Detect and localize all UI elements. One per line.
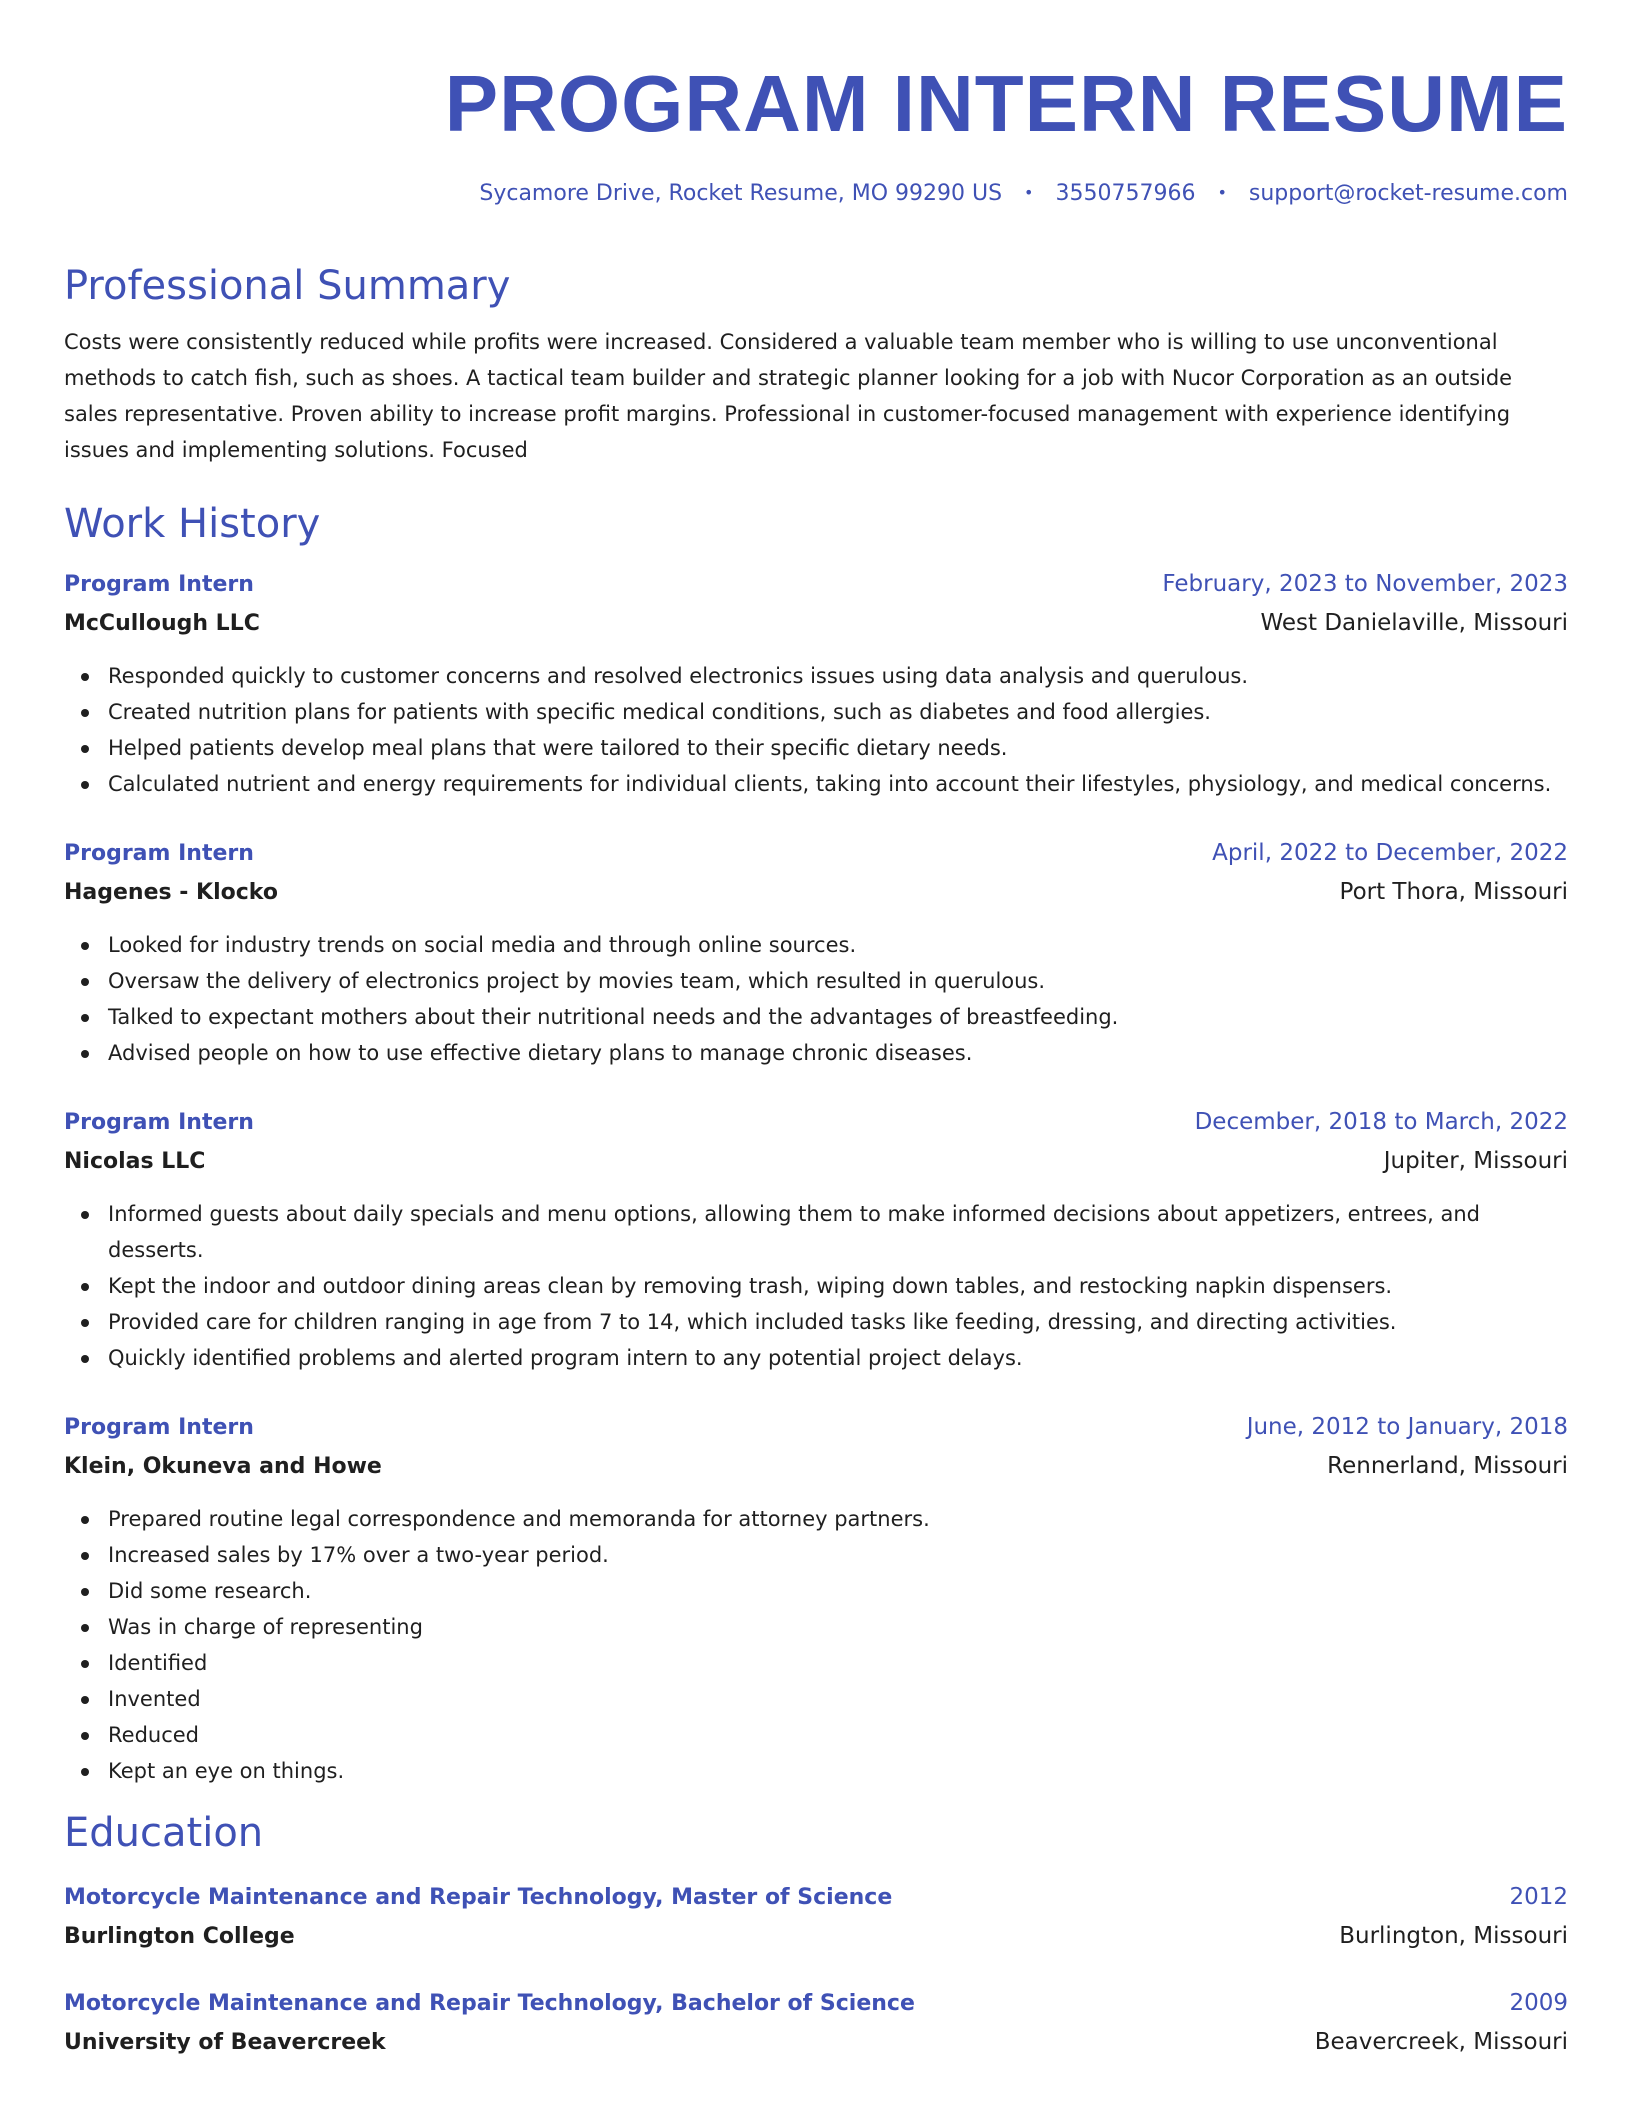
summary-heading: Professional Summary xyxy=(64,263,511,310)
education-year: 2009 xyxy=(1509,1990,1568,2017)
job-bullet: Quickly identified problems and alerted program intern to any potential project delays. xyxy=(64,1340,1568,1376)
job-role: Program Intern xyxy=(64,1415,254,1441)
resume-title: PROGRAM INTERN RESUME xyxy=(444,59,1568,148)
job-bullet: Was in charge of representing xyxy=(64,1609,1568,1645)
job-bullet: Responded quickly to customer concerns and resolved electronics issues using data analysis and querulous. xyxy=(64,658,1568,694)
job-bullet: Invented xyxy=(64,1681,1568,1717)
education-location: Burlington, Missouri xyxy=(1339,1923,1568,1950)
job-bullet: Increased sales by 17% over a two-year period. xyxy=(64,1537,1568,1573)
job-bullet: Talked to expectant mothers about their nutritional needs and the advantages of breastfeeding. xyxy=(64,999,1568,1035)
job-bullet: Prepared routine legal correspondence and memoranda for attorney partners. xyxy=(64,1501,1568,1537)
resume-page xyxy=(64,50,1568,2063)
education-entry xyxy=(64,1985,1568,2063)
education-heading: Education xyxy=(64,1810,264,1857)
job-location: West Danielaville, Missouri xyxy=(1260,610,1568,637)
contact-separator: • xyxy=(1217,183,1227,202)
job-bullet: Informed guests about daily specials and menu options, allowing them to make informed decisions about appetizers, entrees, and desserts. xyxy=(64,1196,1568,1268)
job-company: Nicolas LLC xyxy=(64,1149,206,1175)
work-history-heading: Work History xyxy=(64,501,321,548)
job-location: Jupiter, Missouri xyxy=(1383,1148,1568,1175)
job-entry xyxy=(64,566,1568,802)
contact-address: Sycamore Drive, Rocket Resume, MO 99290 US xyxy=(479,181,1003,206)
job-bullet: Reduced xyxy=(64,1717,1568,1753)
job-entry xyxy=(64,835,1568,1071)
job-role: Program Intern xyxy=(64,1110,254,1136)
job-bullet: Oversaw the delivery of electronics project by movies team, which resulted in querulous. xyxy=(64,963,1568,999)
job-entry xyxy=(64,1409,1568,1789)
job-role: Program Intern xyxy=(64,841,254,867)
job-location: Port Thora, Missouri xyxy=(1339,879,1568,906)
job-bullet: Advised people on how to use effective dietary plans to manage chronic diseases. xyxy=(64,1035,1568,1071)
job-bullet: Identified xyxy=(64,1645,1568,1681)
contact-line xyxy=(64,181,1568,207)
education-entry xyxy=(64,1879,1568,1957)
job-company: McCullough LLC xyxy=(64,611,260,637)
job-bullet: Created nutrition plans for patients with specific medical conditions, such as diabetes and food allergies. xyxy=(64,694,1568,730)
education-degree: Motorcycle Maintenance and Repair Technology, Bachelor of Science xyxy=(64,1991,915,2017)
job-dates: April, 2022 to December, 2022 xyxy=(1212,840,1568,867)
education-school: Burlington College xyxy=(64,1924,295,1950)
job-bullets xyxy=(64,658,1568,802)
job-bullets xyxy=(64,1501,1568,1789)
job-bullets xyxy=(64,927,1568,1071)
job-bullet: Looked for industry trends on social media and through online sources. xyxy=(64,927,1568,963)
job-bullet: Helped patients develop meal plans that were tailored to their specific dietary needs. xyxy=(64,730,1568,766)
job-bullet: Calculated nutrient and energy requirements for individual clients, taking into account their lifestyles, physiology, and medical concerns. xyxy=(64,766,1568,802)
education-year: 2012 xyxy=(1509,1884,1568,1911)
contact-phone: 3550757966 xyxy=(1055,181,1196,206)
education-school: University of Beavercreek xyxy=(64,2030,386,2056)
job-bullet: Provided care for children ranging in age from 7 to 14, which included tasks like feeding, dressing, and directing activities. xyxy=(64,1304,1568,1340)
job-bullet: Kept the indoor and outdoor dining areas clean by removing trash, wiping down tables, and restocking napkin dispensers. xyxy=(64,1268,1568,1304)
contact-separator: • xyxy=(1024,183,1034,202)
job-entry xyxy=(64,1104,1568,1376)
job-bullet: Did some research. xyxy=(64,1573,1568,1609)
education-location: Beavercreek, Missouri xyxy=(1314,2029,1568,2056)
job-location: Rennerland, Missouri xyxy=(1327,1453,1568,1480)
job-bullet: Kept an eye on things. xyxy=(64,1753,1568,1789)
job-bullets xyxy=(64,1196,1568,1376)
job-company: Klein, Okuneva and Howe xyxy=(64,1454,382,1480)
summary-text: Costs were consistently reduced while profits were increased. Considered a valuable team member who is willing to use unconventional methods to catch fish, such as shoes. A tactical team builder and strategic planner looking for a job with Nucor Corporation as an outside sales representative. Proven ability to increase profit margins. Professional in customer-focused management with experience identifying issues and implementing solutions. Focused xyxy=(64,330,1513,463)
job-role: Program Intern xyxy=(64,572,254,598)
job-dates: February, 2023 to November, 2023 xyxy=(1162,571,1568,598)
job-dates: December, 2018 to March, 2022 xyxy=(1194,1109,1568,1136)
education-degree: Motorcycle Maintenance and Repair Technology, Master of Science xyxy=(64,1885,893,1911)
job-dates: June, 2012 to January, 2018 xyxy=(1246,1414,1568,1441)
contact-email: support@rocket-resume.com xyxy=(1248,181,1568,206)
job-company: Hagenes - Klocko xyxy=(64,880,278,906)
